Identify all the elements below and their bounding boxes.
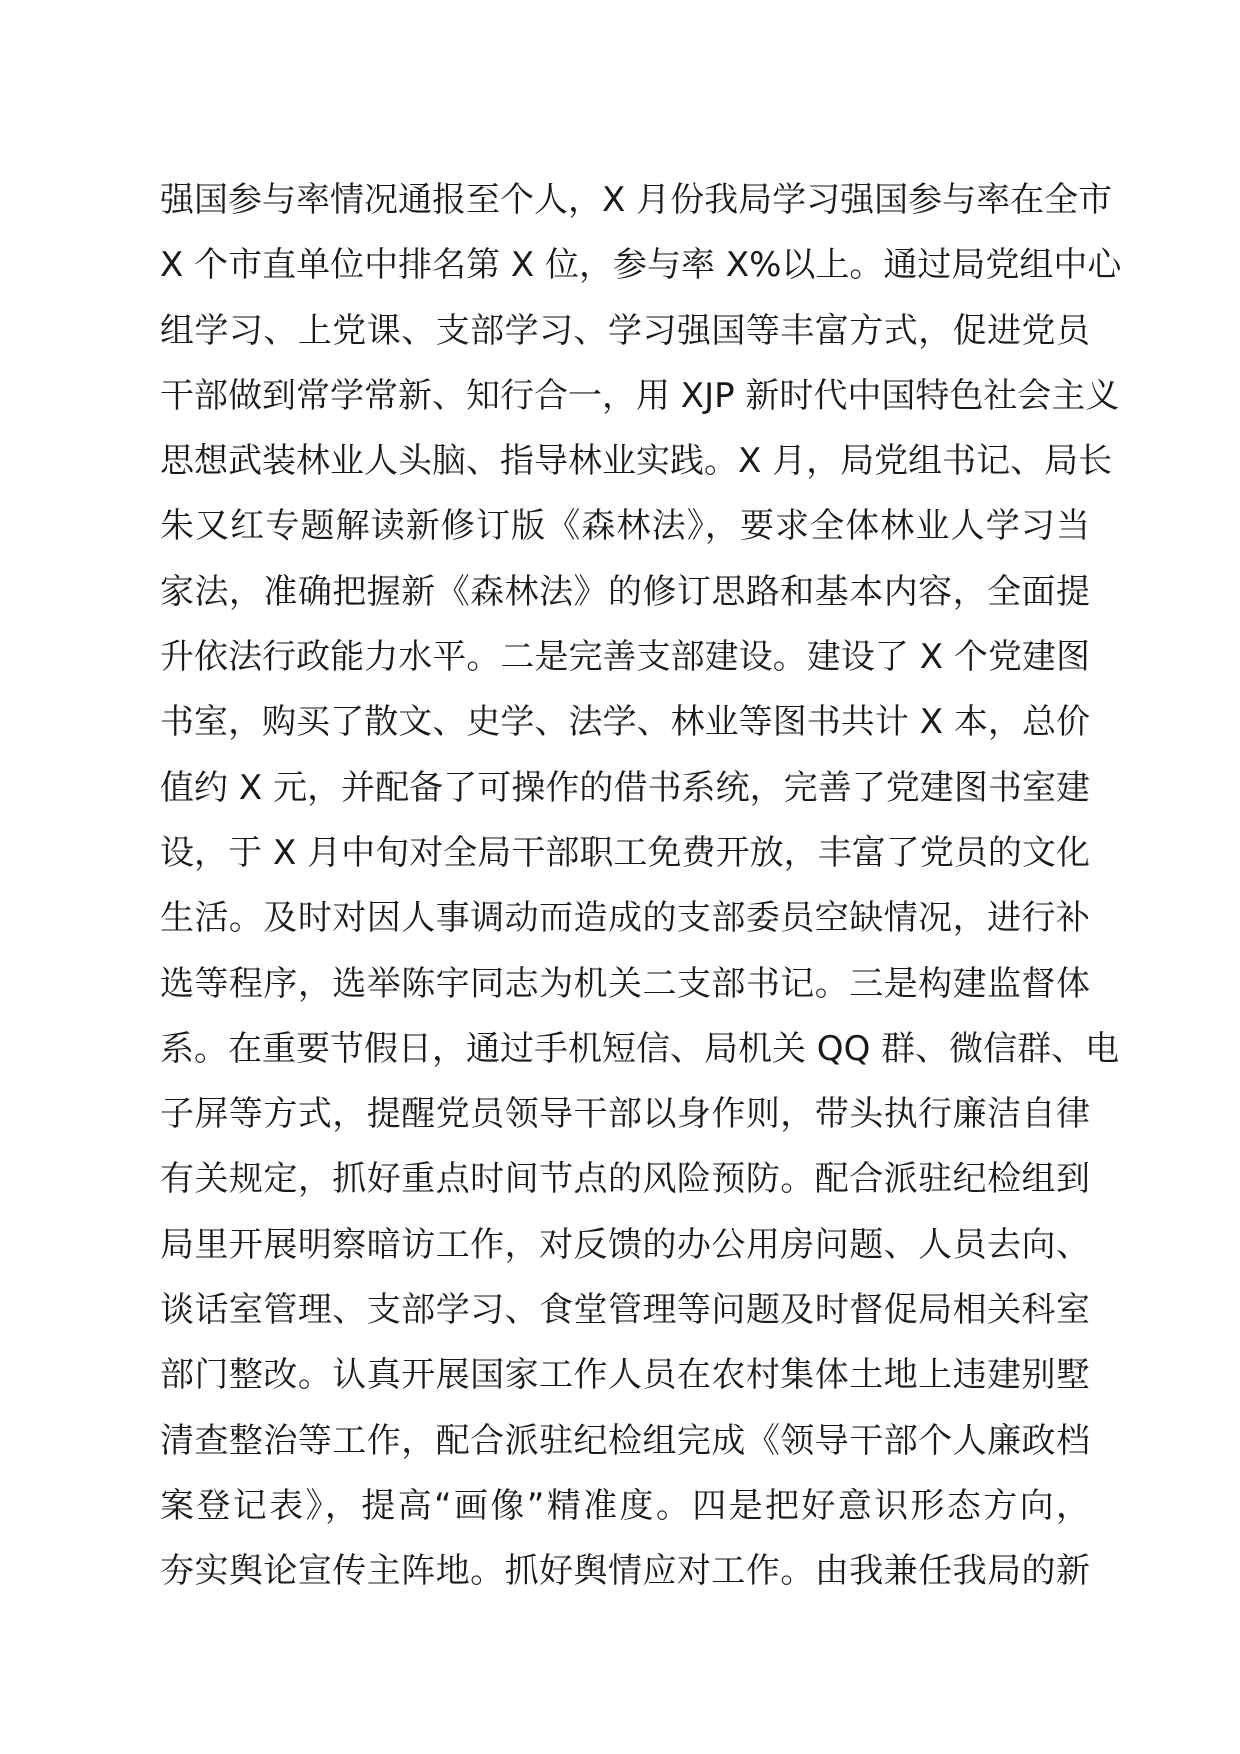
text-line: 选等程序，选举陈宇同志为机关二支部书记。三是构建监督体 xyxy=(160,963,1090,1004)
text-line: 书室，购买了散文、史学、法学、林业等图书共计 X 本，总价 xyxy=(160,702,1090,743)
text-line: 子屏等方式，提醒党员领导干部以身作则，带头执行廉洁自律 xyxy=(160,1094,1090,1135)
text-line: 强国参与率情况通报至个人，X 月份我局学习强国参与率在全市 xyxy=(160,180,1113,220)
text-line: 部门整改。认真开展国家工作人员在农村集体土地上违建别墅 xyxy=(160,1355,1090,1396)
text-line: 干部做到常学常新、知行合一，用 XJP 新时代中国特色社会主义 xyxy=(160,375,1120,416)
body-paragraph xyxy=(160,168,1122,1605)
text-line: 组学习、上党课、支部学习、学习强国等丰富方式，促进党员 xyxy=(160,310,1090,351)
text-line: 设，于 X 月中旬对全局干部职工免费开放，丰富了党员的文化 xyxy=(160,832,1090,873)
text-line: 思想武装林业人头脑、指导林业实践。X 月，局党组书记、局长 xyxy=(160,441,1113,482)
text-line: 清查整治等工作，配合派驻纪检组完成《领导干部个人廉政档 xyxy=(160,1420,1090,1461)
text-line: 家法，准确把握新《森林法》的修订思路和基本内容，全面提 xyxy=(160,571,1090,612)
text-line: X 个市直单位中排名第 X 位，参与率 X%以上。通过局党组中心 xyxy=(160,245,1122,286)
text-line: 朱又红专题解读新修订版《森林法》，要求全体林业人学习当 xyxy=(160,506,1090,547)
text-line: 谈话室管理、支部学习、食堂管理等问题及时督促局相关科室 xyxy=(160,1290,1090,1331)
text-line: 有关规定，抓好重点时间节点的风险预防。配合派驻纪检组到 xyxy=(160,1159,1090,1200)
text-line: 局里开展明察暗访工作，对反馈的办公用房问题、人员去向、 xyxy=(160,1224,1090,1265)
text-line: 值约 X 元，并配备了可操作的借书系统，完善了党建图书室建 xyxy=(160,767,1090,808)
text-line: 夯实舆论宣传主阵地。抓好舆情应对工作。由我兼任我局的新 xyxy=(160,1551,1090,1592)
text-line: 案登记表》，提高“画像”精准度。四是把好意识形态方向， xyxy=(160,1485,1090,1526)
text-line: 升依法行政能力水平。二是完善支部建设。建设了 X 个党建图 xyxy=(160,637,1090,678)
text-line: 生活。及时对因人事调动而造成的支部委员空缺情况，进行补 xyxy=(160,898,1090,939)
text-line: 系。在重要节假日，通过手机短信、局机关 QQ 群、微信群、电 xyxy=(160,1028,1120,1069)
